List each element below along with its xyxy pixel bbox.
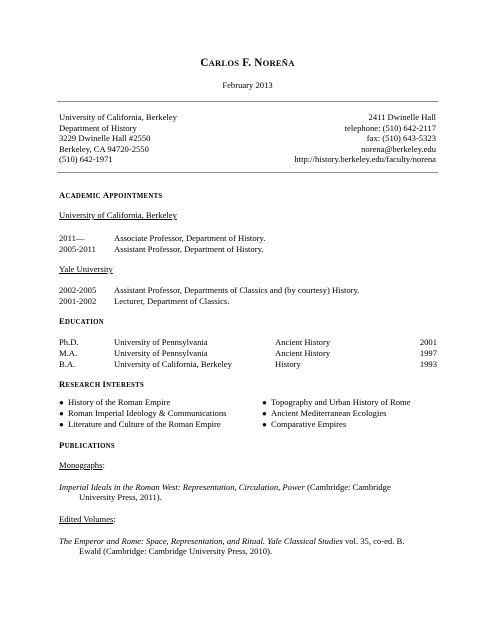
- contact-address-block: [59, 112, 177, 165]
- edu-year: 1997: [419, 348, 437, 358]
- contact-website[interactable]: http://history.berkeley.edu/faculty/norena: [294, 154, 436, 165]
- heading-rest: NTERESTS: [106, 382, 145, 389]
- appointment-years: 2002-2005: [59, 285, 97, 295]
- interest-label: Ancient Mediterranean Ecologies: [271, 408, 387, 418]
- edu-school: University of California, Berkeley: [114, 359, 232, 369]
- cv-date: February 2013: [222, 80, 273, 90]
- institution-berkeley: University of California, Berkeley: [59, 210, 177, 220]
- edu-degree: M.A.: [59, 348, 78, 358]
- list-item: [262, 408, 411, 419]
- contact-divider: [57, 172, 438, 173]
- edited-details: vol. 35, co-ed. B.: [342, 536, 405, 546]
- appointment-row: [59, 244, 263, 254]
- edu-school: University of Pennsylvania: [114, 348, 208, 358]
- monograph-entry: [59, 482, 439, 503]
- list-item: [59, 419, 226, 430]
- edited-details-cont: Ewald (Cambridge: Cambridge University Press, 2010).: [79, 546, 273, 557]
- name-last-rest: OREÑA: [262, 58, 295, 68]
- heading-initial: I: [102, 379, 107, 389]
- name-middle: F.: [242, 57, 252, 69]
- appointment-years: 2005-2011: [59, 244, 96, 254]
- appointment-row: [59, 296, 229, 306]
- heading-rest: CADEMIC: [65, 193, 101, 200]
- appointment-title: Associate Professor, Department of History.: [114, 233, 266, 243]
- education-row: [59, 337, 437, 347]
- interest-label: Comparative Empires: [271, 419, 347, 429]
- education-row: [59, 348, 437, 358]
- contact-email[interactable]: norena@berkeley.edu: [361, 143, 436, 154]
- bullet-icon: ●: [262, 409, 267, 418]
- heading-rest: DUCATION: [65, 319, 104, 326]
- edu-year: 1993: [419, 359, 437, 369]
- edited-label-text: Edited Volumes: [59, 514, 114, 524]
- edu-school: University of Pennsylvania: [114, 337, 208, 347]
- contact-room: 2411 Dwinelle Hall: [368, 112, 436, 122]
- name-first-rest: ARLOS: [208, 58, 240, 68]
- heading-initial: A: [102, 190, 110, 200]
- appointment-title: Assistant Professor, Departments of Classics and (by courtesy) History.: [114, 285, 360, 295]
- research-interests-right: [262, 397, 411, 430]
- section-heading-education: [59, 316, 104, 327]
- heading-rest: ESEARCH: [65, 382, 101, 389]
- section-heading-appointments: [59, 190, 163, 201]
- contact-office: 3229 Dwinelle Hall #2550: [59, 133, 151, 144]
- edited-volumes-label: Edited Volumes:: [59, 514, 116, 524]
- contact-telephone: telephone: (510) 642-2117: [344, 122, 436, 133]
- edited-volume-entry: [59, 536, 439, 557]
- appointment-years: 2001-2002: [59, 296, 97, 306]
- top-divider: [57, 101, 438, 102]
- contact-institution: University of California, Berkeley: [59, 112, 177, 122]
- contact-department: Department of History: [59, 122, 137, 133]
- edu-degree: Ph.D.: [59, 337, 79, 347]
- bullet-icon: ●: [59, 398, 64, 407]
- monographs-label-text: Monographs: [59, 460, 103, 470]
- monograph-title: Imperial Ideals in the Roman West: Representation, Circulation, Power: [59, 482, 305, 492]
- contact-phone: (510) 642-1971: [59, 154, 113, 165]
- edited-title: The Emperor and Rome: Space, Representation, and Ritual. Yale Classical Studies: [59, 536, 343, 546]
- interest-label: Topography and Urban History of Rome: [271, 397, 411, 407]
- education-row: [59, 359, 437, 369]
- appointment-row: [59, 233, 265, 243]
- monograph-publisher-cont: University Press, 2011).: [79, 492, 162, 503]
- bullet-icon: ●: [262, 420, 267, 429]
- contact-details-block: [294, 112, 436, 165]
- appointment-title: Assistant Professor, Department of History.: [114, 244, 264, 254]
- edu-degree: B.A.: [59, 359, 76, 369]
- heading-initial: E: [59, 316, 66, 326]
- contact-fax: fax: (510) 643-5323: [366, 133, 436, 144]
- edu-year: 2001: [419, 337, 437, 347]
- edu-field: History: [275, 359, 301, 369]
- interest-label: Literature and Culture of the Roman Empire: [68, 419, 221, 429]
- contact-city: Berkeley, CA 94720-2550: [59, 143, 149, 154]
- section-heading-research: [59, 379, 144, 390]
- heading-initial: P: [59, 440, 65, 450]
- section-heading-publications: [59, 440, 115, 451]
- research-interests-left: [59, 397, 226, 430]
- interest-label: Roman Imperial Ideology & Communications: [68, 408, 227, 418]
- edu-field: Ancient History: [275, 348, 331, 358]
- monographs-label: Monographs:: [59, 460, 105, 470]
- institution-yale: Yale University: [59, 264, 113, 274]
- bullet-icon: ●: [59, 409, 64, 418]
- heading-initial: R: [59, 379, 66, 389]
- list-item: [59, 408, 226, 419]
- bullet-icon: ●: [59, 420, 64, 429]
- monograph-publisher: (Cambridge: Cambridge: [304, 482, 391, 492]
- appointment-years: 2011—: [59, 233, 85, 243]
- edu-field: Ancient History: [275, 337, 331, 347]
- name-last-initial: N: [254, 57, 263, 69]
- heading-rest: UBLICATIONS: [64, 443, 115, 450]
- bullet-icon: ●: [262, 398, 267, 407]
- heading-initial: A: [59, 190, 66, 200]
- cv-title: [0, 57, 495, 70]
- heading-rest: PPOINTMENTS: [109, 193, 163, 200]
- name-first-initial: C: [200, 57, 209, 69]
- list-item: [262, 397, 411, 408]
- interest-label: History of the Roman Empire: [68, 397, 171, 407]
- appointment-title: Lecturer, Department of Classics.: [114, 296, 230, 306]
- list-item: [262, 419, 411, 430]
- appointment-row: [59, 285, 359, 295]
- list-item: [59, 397, 226, 408]
